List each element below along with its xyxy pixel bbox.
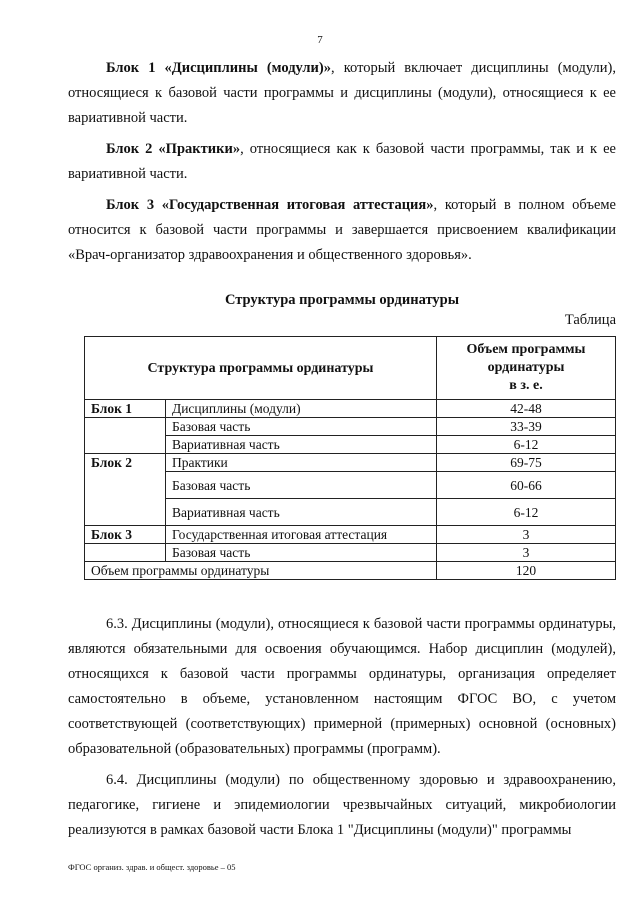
block-3-text: , который в полном объеме относится к базовой части программы и завершается присвоением квалификации «Врач-организатор здравоохранения и общественного здоровья». — [68, 197, 616, 263]
block-1-name: Дисциплины (модули) — [166, 400, 437, 418]
block-3-base-name: Базовая часть — [166, 544, 437, 562]
header-structure: Структура программы ординатуры — [85, 337, 437, 400]
block-3-base-value: 3 — [437, 544, 616, 562]
block-3-label: Блок 3 — [85, 526, 166, 544]
table-label: Таблица — [564, 312, 616, 328]
block-2-title: Блок 2 «Практики» — [106, 141, 241, 157]
block-1-title: Блок 1 «Дисциплины (модули)» — [106, 60, 331, 76]
block-1-empty — [85, 418, 166, 454]
header-volume-line-3: в з. е. — [509, 378, 543, 393]
table-row — [85, 544, 616, 562]
intro-paragraph-1 — [68, 56, 616, 131]
block-3-empty — [85, 544, 166, 562]
table-title: Структура программы ординатуры — [224, 292, 460, 308]
intro-section — [68, 56, 616, 274]
paragraph-6-3 — [68, 612, 616, 762]
block-2-base-name: Базовая часть — [166, 472, 437, 499]
intro-paragraph-2 — [68, 137, 616, 187]
paragraph-6-3-text: 6.3. Дисциплины (модули), относящиеся к базовой части программы ординатуры, являются обязательными для освоения обучающимся. Набор дисциплин (модулей), относящихся к базовой части программы ординатуры, организация определяет самостоятельно в объеме, установленном настоящим ФГОС ВО, с учетом соответствующей (соответствующих) примерной (примерных) основной (основных) образовательной (образовательных) программы (программ). — [68, 616, 616, 757]
block-2-label: Блок 2 — [85, 454, 166, 526]
paragraph-6-4-text: 6.4. Дисциплины (модули) по общественному здоровью и здравоохранению, педагогике, гигиене и эпидемиологии чрезвычайных ситуаций, микробиологии реализуются в рамках базовой части Блока 1 "Дисциплины (модули)" программы — [68, 772, 616, 838]
block-2-value: 69-75 — [437, 454, 616, 472]
header-volume — [437, 337, 616, 400]
table-row — [85, 400, 616, 418]
page-number: 7 — [317, 34, 323, 46]
total-value: 120 — [437, 562, 616, 580]
table-row — [85, 418, 616, 436]
table-row — [85, 454, 616, 472]
block-2-text: , относящиеся как к базовой части программы, так и к ее вариативной части. — [68, 141, 616, 182]
table-total-row — [85, 562, 616, 580]
footer-note: ФГОС организ. здрав. и общест. здоровье – 05 — [68, 862, 236, 872]
block-2-name: Практики — [166, 454, 437, 472]
program-structure-table — [84, 336, 616, 580]
block-1-var-name: Вариативная часть — [166, 436, 437, 454]
block-2-base-value: 60-66 — [437, 472, 616, 499]
table-row — [85, 526, 616, 544]
block-2-var-name: Вариативная часть — [166, 499, 437, 526]
paragraph-6-4 — [68, 768, 616, 843]
block-1-text: , который включает дисциплины (модули), относящиеся к базовой части программы и дисциплины (модули), относящиеся к ее вариативной части. — [68, 60, 616, 126]
header-volume-line-2: ординатуры — [487, 360, 565, 375]
block-3-value: 3 — [437, 526, 616, 544]
block-2-var-value: 6-12 — [437, 499, 616, 526]
table-header-row — [85, 337, 616, 400]
block-1-base-value: 33-39 — [437, 418, 616, 436]
block-1-base-name: Базовая часть — [166, 418, 437, 436]
block-1-value: 42-48 — [437, 400, 616, 418]
block-3-name: Государственная итоговая аттестация — [166, 526, 437, 544]
body-section — [68, 612, 616, 849]
intro-paragraph-3 — [68, 193, 616, 268]
block-1-label: Блок 1 — [85, 400, 166, 418]
block-1-var-value: 6-12 — [437, 436, 616, 454]
block-3-title: Блок 3 «Государственная итоговая аттестация» — [106, 197, 434, 213]
total-name: Объем программы ординатуры — [85, 562, 437, 580]
header-volume-line-1: Объем программы — [466, 342, 586, 357]
